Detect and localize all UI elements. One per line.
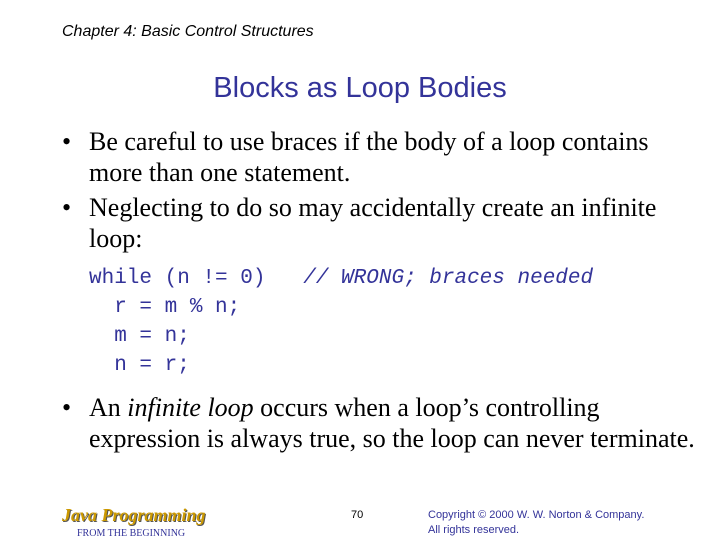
book-subtitle: FROM THE BEGINNING bbox=[77, 528, 186, 539]
bullet-text-suffix: occurs when a loop’s controlling expression is always true, so the loop can never terminate. bbox=[89, 393, 695, 453]
code-line bbox=[89, 267, 593, 290]
bullet-item bbox=[62, 192, 702, 254]
copyright-line: Copyright © 2000 W. W. Norton & Company. bbox=[428, 509, 645, 521]
bullet-glyph: • bbox=[62, 127, 72, 156]
bullet-text-prefix: An bbox=[89, 393, 128, 422]
code-line: n = r; bbox=[89, 354, 190, 377]
bullet-glyph: • bbox=[62, 193, 72, 222]
slide-title: Blocks as Loop Bodies bbox=[213, 72, 507, 104]
page-number: 70 bbox=[351, 509, 364, 521]
code-block bbox=[89, 264, 702, 380]
bullet-text bbox=[89, 393, 695, 453]
bullet-item bbox=[62, 392, 702, 454]
bullet-glyph: • bbox=[62, 393, 72, 422]
emphasis-term: infinite loop bbox=[127, 393, 254, 422]
code-comment: // WRONG; braces needed bbox=[303, 267, 594, 290]
code-line: r = m % n; bbox=[89, 296, 241, 319]
copyright-notice bbox=[428, 508, 644, 538]
book-title: Java Programming bbox=[62, 505, 206, 525]
copyright-line: All rights reserved. bbox=[428, 524, 520, 536]
code-text: while (n != 0) bbox=[89, 267, 304, 290]
bullet-text: Neglecting to do so may accidentally create an infinite loop: bbox=[89, 193, 657, 253]
code-line: m = n; bbox=[89, 325, 190, 348]
bullet-item bbox=[62, 126, 702, 188]
bullet-list bbox=[62, 126, 702, 458]
bullet-text: Be careful to use braces if the body of a loop contains more than one statement. bbox=[89, 127, 649, 187]
chapter-heading: Chapter 4: Basic Control Structures bbox=[62, 23, 314, 40]
